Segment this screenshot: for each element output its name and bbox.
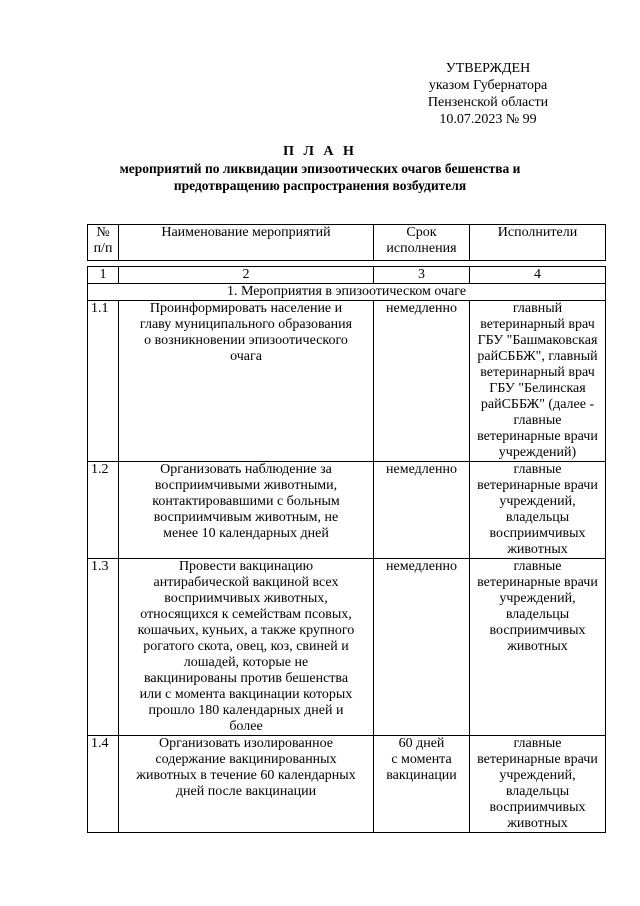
row-term [374,559,470,736]
row-activity-line: более [229,719,263,734]
row-executors-line: животных [507,816,568,831]
header-term-line: исполнения [386,241,457,256]
row-executors-line: владельцы [505,510,570,525]
approval-status: УТВЕРЖДЕН [445,61,531,76]
row-term-line: 60 дней [398,736,445,751]
header-number-line: п/п [93,241,113,256]
row-executors-line: главные [513,736,562,751]
row-executors-line: ветеринарный врач [480,317,595,332]
row-activity [119,301,374,462]
table-row [88,462,606,559]
numbering-row [88,267,606,284]
plan-subtitle [0,160,640,194]
row-activity-line: кошачьих, куньих, а также крупного [137,623,355,638]
row-term-line: немедленно [386,301,457,316]
header-term [374,225,470,261]
row-number: 1.3 [88,559,119,736]
plan-table [87,266,606,833]
row-executors-line: райСББЖ", главный [477,349,598,364]
row-executors-line: животных [507,542,568,557]
row-activity-line: восприимчивых животных, [164,591,328,606]
approval-block [408,60,568,128]
row-activity-line: прошло 180 календарных дней и [148,703,344,718]
row-activity-line: дней после вакцинации [175,784,317,799]
row-executors-line: владельцы [505,607,570,622]
row-executors-line: ветеринарные врачи [477,575,598,590]
section-title: 1. Мероприятия в эпизоотическом очаге [88,284,606,301]
row-executors-line: главные [513,462,562,477]
approval-authority: указом Губернатора [428,78,548,93]
row-executors-line: ветеринарные врачи [477,429,598,444]
row-executors-line: восприимчивых [489,623,586,638]
row-executors-line: райСББЖ" (далее - [480,397,595,412]
table-header [87,224,606,261]
row-activity-line: Организовать наблюдение за [160,462,332,477]
row-executors [470,559,606,736]
row-activity-line: о возникновении эпизоотического [144,333,348,348]
row-activity [119,462,374,559]
row-activity-line: Провести вакцинацию [178,559,314,574]
row-term [374,736,470,833]
header-number [88,225,119,261]
row-executors-line: главные [513,413,562,428]
row-term-line: немедленно [386,462,457,477]
row-activity [119,559,374,736]
row-executors [470,301,606,462]
row-activity-line: лошадей, которые не [183,655,309,670]
plan-heading: П Л А Н [283,144,357,159]
approval-region: Пензенской области [427,95,549,110]
row-term-line: немедленно [386,559,457,574]
row-executors-line: учреждений, [499,494,576,509]
row-executors-line: восприимчивых [489,800,586,815]
row-executors-line: ветеринарные врачи [477,752,598,767]
row-executors-line: главный [512,301,563,316]
row-activity-line: восприимчивыми животными, [154,478,338,493]
row-executors-line: восприимчивых [489,526,586,541]
section-row [88,284,606,301]
plan-subtitle-line: мероприятий по ликвидации эпизоотических очагов бешенства и [119,161,521,176]
row-activity-line: рогатого скота, овец, коз, свиней и [143,639,349,654]
row-activity-line: контактировавшими с больным [152,494,340,509]
row-executors-line: ветеринарные врачи [477,478,598,493]
row-activity-line: содержание вакцинированных [155,752,337,767]
header-name: Наименование мероприятий [119,225,374,261]
header-executors: Исполнители [470,225,606,261]
row-activity [119,736,374,833]
row-executors-line: главные [513,559,562,574]
row-executors [470,462,606,559]
row-term [374,301,470,462]
row-activity-line: главу муниципального образования [139,317,353,332]
row-executors-line: ветеринарный врач [480,365,595,380]
row-activity-line: менее 10 календарных дней [163,526,329,541]
numbering-cell: 2 [119,267,374,284]
table-row [88,301,606,462]
row-term [374,462,470,559]
row-term-line: с момента [391,752,452,767]
row-executors-line: животных [507,639,568,654]
row-activity-line: Проинформировать население и [149,301,343,316]
row-number: 1.4 [88,736,119,833]
row-number: 1.1 [88,301,119,462]
row-activity-line: восприимчивым животным, не [153,510,339,525]
numbering-cell: 3 [374,267,470,284]
row-executors-line: учреждений, [499,768,576,783]
row-activity-line: Организовать изолированное [158,736,334,751]
numbering-cell: 1 [88,267,119,284]
row-number: 1.2 [88,462,119,559]
row-executors-line: учреждений, [499,591,576,606]
row-term-line: вакцинации [386,768,457,783]
plan-subtitle-line: предотвращению распространения возбудителя [173,178,467,193]
row-executors-line: владельцы [505,784,570,799]
row-activity-line: вакцинированы против бешенства [143,671,349,686]
approval-date-number: 10.07.2023 № 99 [439,112,537,127]
row-executors-line: учреждений) [498,445,577,460]
row-activity-line: животных в течение 60 календарных [136,768,356,783]
row-executors-line: ГБУ "Белинская [489,381,586,396]
row-activity-line: очага [230,349,262,364]
row-activity-line: антирабической вакциной всех [153,575,339,590]
table-row [88,559,606,736]
table-row [88,736,606,833]
row-executors [470,736,606,833]
header-term-line: Срок [406,225,437,240]
numbering-cell: 4 [470,267,606,284]
row-executors-line: ГБУ "Башмаковская [477,333,598,348]
header-number-line: № [96,225,110,240]
row-activity-line: или с момента вакцинации которых [139,687,353,702]
row-activity-line: относящихся к семействам псовых, [140,607,352,622]
